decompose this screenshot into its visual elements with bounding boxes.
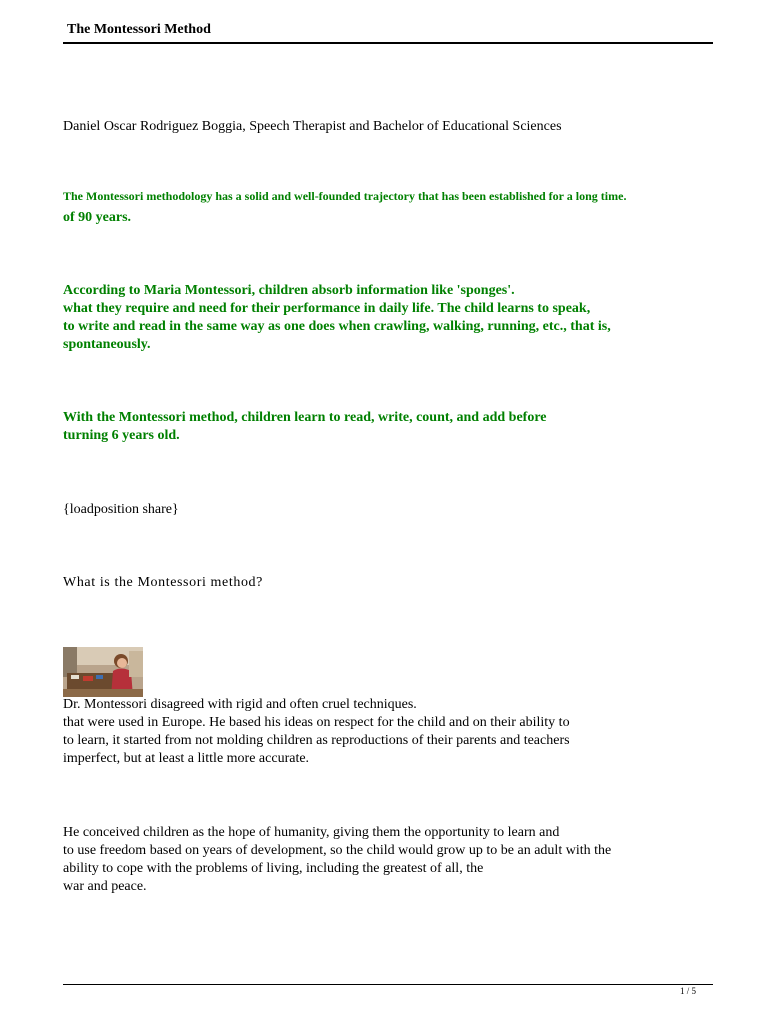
- loadposition-placeholder: {loadposition share}: [63, 502, 179, 517]
- document-title: The Montessori Method: [67, 22, 211, 37]
- paragraph-line: to learn, it started from not molding children as reproductions of their parents and teachers: [63, 733, 570, 748]
- header-divider: [63, 42, 713, 44]
- paragraph-line: to use freedom based on years of development, so the child would grow up to be an adult with the: [63, 843, 612, 858]
- author-line: Daniel Oscar Rodriguez Boggia, Speech Therapist and Bachelor of Educational Sciences: [63, 119, 562, 134]
- paragraph-line: Dr. Montessori disagreed with rigid and often cruel techniques.: [63, 697, 417, 712]
- paragraph-line: war and peace.: [63, 879, 147, 894]
- sponges-paragraph: [63, 282, 611, 354]
- intro-line-1: The Montessori methodology has a solid and well-founded trajectory that has been established for a long time.: [63, 189, 627, 203]
- sponges-line: spontaneously.: [63, 337, 151, 352]
- footer-divider: [63, 984, 713, 985]
- section-heading: What is the Montessori method?: [63, 575, 263, 590]
- classroom-photo: [63, 647, 143, 697]
- sponges-line: what they require and need for their performance in daily life. The child learns to speak,: [63, 301, 591, 316]
- sponges-line: to write and read in the same way as one does when crawling, walking, running, etc., that is,: [63, 319, 611, 334]
- paragraph-montessori-ideas: [63, 696, 570, 768]
- sponges-line: According to Maria Montessori, children absorb information like 'sponges'.: [63, 283, 515, 298]
- learn-line: turning 6 years old.: [63, 428, 180, 443]
- paragraph-line: that were used in Europe. He based his ideas on respect for the child and on their ability to: [63, 715, 570, 730]
- learn-line: With the Montessori method, children learn to read, write, count, and add before: [63, 410, 547, 425]
- learn-before-six-paragraph: [63, 409, 547, 445]
- paragraph-line: ability to cope with the problems of living, including the greatest of all, the: [63, 861, 484, 876]
- page-number: 1 / 5: [680, 986, 697, 996]
- intro-line-2: of 90 years.: [63, 210, 132, 225]
- paragraph-hope-of-humanity: [63, 824, 611, 896]
- paragraph-line: imperfect, but at least a little more accurate.: [63, 751, 310, 766]
- paragraph-line: He conceived children as the hope of humanity, giving them the opportunity to learn and: [63, 825, 560, 840]
